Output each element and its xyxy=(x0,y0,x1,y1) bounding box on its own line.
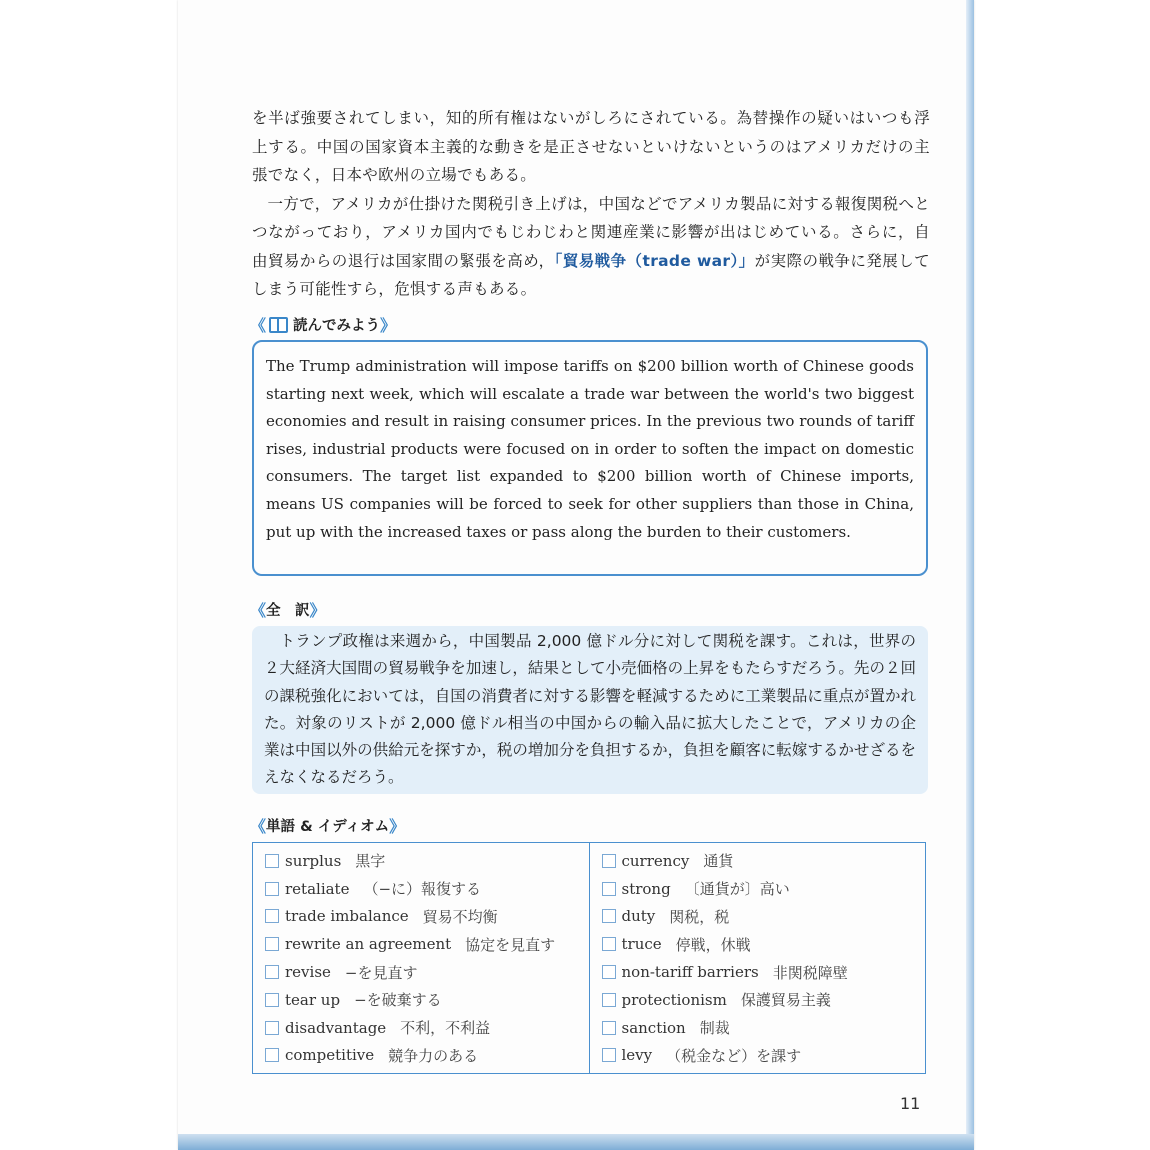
vocab-item xyxy=(602,875,926,903)
vocab-meaning: 競争力のある xyxy=(388,1046,479,1065)
vocab-term: revise xyxy=(285,963,331,982)
vocab-term: retaliate xyxy=(285,879,350,898)
translation-text: トランプ政権は来週から，中国製品 2,000 億ドル分に対して関税を課す。これは，世界の２大経済大国間の貿易戦争を加速し，結果として小売価格の上昇をもたらすだろう。先の２回の課税強化においては，自国の消費者に対する影響を軽減するために工業製品に重点が置かれた。対象のリストが 2,000 億ドル相当の中国からの輸入品に拡大したことで，アメリカの企業は中国以外の供給元を探すか，税の増加分を負担するか，負担を顧客に転嫁するかせざるをえなくなるだろう。 xyxy=(264,632,916,787)
vocab-item xyxy=(265,903,589,931)
vocab-term: duty xyxy=(621,907,656,926)
vocab-meaning: 非関税障壁 xyxy=(772,963,848,982)
intro-paragraph-2 xyxy=(252,190,930,304)
english-passage-text: The Trump administration will impose tariffs on $200 billion worth of Chinese goods starting next week, which will escalate a trade war between the world's two biggest economies and result in raising consumer prices. In the previous two rounds of tariff rises, industrial products were focused on in order to soften the impact on domestic consumers. The target list expanded to $200 billion worth of Chinese imports, means US companies will be forced to seek for other suppliers than those in China, put up with the increased taxes or pass along the burden to their customers. xyxy=(266,357,914,541)
checkbox-icon[interactable] xyxy=(602,1048,616,1062)
page-number: 11 xyxy=(900,1094,921,1113)
vocab-term: trade imbalance xyxy=(285,907,409,926)
intro-paragraph-1: を半ば強要されてしまい，知的所有権はないがしろにされている。為替操作の疑いはいつも浮上する。中国の国家資本主義的な動きを是正させないといけないというのはアメリカだけの主張でなく，日本や欧州の立場でもある。 xyxy=(252,109,930,184)
checkbox-icon[interactable] xyxy=(602,1021,616,1035)
vocab-term: currency xyxy=(621,851,690,870)
vocab-term: tear up xyxy=(285,990,341,1009)
reading-heading-label: 読んでみよう xyxy=(293,318,381,334)
checkbox-icon[interactable] xyxy=(265,854,279,868)
translation-heading-label: 全 訳 xyxy=(266,603,310,619)
vocab-item xyxy=(602,930,926,958)
checkbox-icon[interactable] xyxy=(602,909,616,923)
vocab-item xyxy=(602,1014,926,1042)
vocab-item xyxy=(265,875,589,903)
vocab-term: protectionism xyxy=(621,990,727,1009)
vocab-item xyxy=(602,1042,926,1070)
checkbox-icon[interactable] xyxy=(602,965,616,979)
vocab-meaning: 保護貿易主義 xyxy=(740,991,831,1010)
vocab-table xyxy=(252,842,926,1074)
vocab-meaning: 通貨 xyxy=(703,852,734,871)
translation-heading xyxy=(250,598,326,621)
checkbox-icon[interactable] xyxy=(602,882,616,896)
book-icon xyxy=(269,317,288,333)
vocab-term: disadvantage xyxy=(285,1018,387,1037)
vocab-item xyxy=(265,847,589,875)
checkbox-icon[interactable] xyxy=(265,1048,279,1062)
checkbox-icon[interactable] xyxy=(265,882,279,896)
intro-paragraph-2-text: 一方で，アメリカが仕掛けた関税引き上げは，中国などでアメリカ製品に対する報復関税へとつながっており，アメリカ国内でもじわじわと関連産業に影響が出はじめている。さらに，自由貿易からの退行は国家間の緊張を高め， xyxy=(252,194,930,270)
vocab-term: rewrite an agreement xyxy=(285,935,452,954)
page-bottom-edge xyxy=(178,1134,974,1150)
vocab-term: competitive xyxy=(285,1046,375,1065)
checkbox-icon[interactable] xyxy=(602,993,616,1007)
bracket-open-icon: 《 xyxy=(250,601,267,620)
keyword-trade-war: 「貿易戦争（trade war）」 xyxy=(554,251,755,270)
checkbox-icon[interactable] xyxy=(265,937,279,951)
vocab-meaning: 黒字 xyxy=(355,852,386,871)
page-right-edge xyxy=(966,0,974,1150)
checkbox-icon[interactable] xyxy=(265,1021,279,1035)
vocab-meaning: （−に）報復する xyxy=(363,880,482,899)
vocab-term: levy xyxy=(621,1046,653,1065)
bracket-close-icon: 》 xyxy=(389,817,406,836)
intro-text xyxy=(252,104,930,304)
translation-box xyxy=(252,626,928,794)
vocab-item xyxy=(265,986,589,1014)
bracket-close-icon: 》 xyxy=(309,601,326,620)
vocab-meaning: 制裁 xyxy=(699,1019,730,1038)
vocab-heading-label: 単語 & イディオム xyxy=(266,819,390,835)
vocab-meaning: 停戦，休戦 xyxy=(675,935,751,954)
bracket-open-icon: 《 xyxy=(250,817,267,836)
vocab-meaning: −を破棄する xyxy=(354,991,442,1010)
vocab-term: non-tariff barriers xyxy=(621,963,759,982)
vocab-item xyxy=(265,1014,589,1042)
vocab-item xyxy=(602,847,926,875)
vocab-column-right xyxy=(589,843,926,1073)
reading-heading xyxy=(250,313,396,336)
bracket-close-icon: 》 xyxy=(380,316,397,335)
vocab-item xyxy=(602,903,926,931)
checkbox-icon[interactable] xyxy=(602,937,616,951)
vocab-meaning: 不利，不利益 xyxy=(400,1019,491,1038)
bracket-open-icon: 《 xyxy=(250,316,267,335)
checkbox-icon[interactable] xyxy=(602,854,616,868)
vocab-column-left xyxy=(253,843,589,1073)
vocab-meaning: 貿易不均衡 xyxy=(422,907,498,926)
vocab-term: sanction xyxy=(621,1018,686,1037)
vocab-meaning: 関税，税 xyxy=(669,907,730,926)
vocab-item xyxy=(602,986,926,1014)
checkbox-icon[interactable] xyxy=(265,965,279,979)
vocab-item xyxy=(602,958,926,986)
vocab-term: truce xyxy=(621,935,662,954)
vocab-item xyxy=(265,1042,589,1070)
checkbox-icon[interactable] xyxy=(265,909,279,923)
vocab-item xyxy=(265,930,589,958)
vocab-term: strong xyxy=(621,879,671,898)
vocab-heading xyxy=(250,814,405,837)
vocab-meaning: −を見直す xyxy=(344,963,418,982)
intro-paragraph-2-end: が実際の戦争に発展してしまう可能性すら，危惧する声もある。 xyxy=(252,251,930,298)
vocab-term: surplus xyxy=(285,851,342,870)
vocab-meaning: （税金など）を課す xyxy=(666,1046,802,1065)
vocab-meaning: 協定を見直す xyxy=(465,935,556,954)
checkbox-icon[interactable] xyxy=(265,993,279,1007)
english-passage-box xyxy=(252,340,928,576)
vocab-item xyxy=(265,958,589,986)
vocab-meaning: 〔通貨が〕高い xyxy=(684,880,790,899)
